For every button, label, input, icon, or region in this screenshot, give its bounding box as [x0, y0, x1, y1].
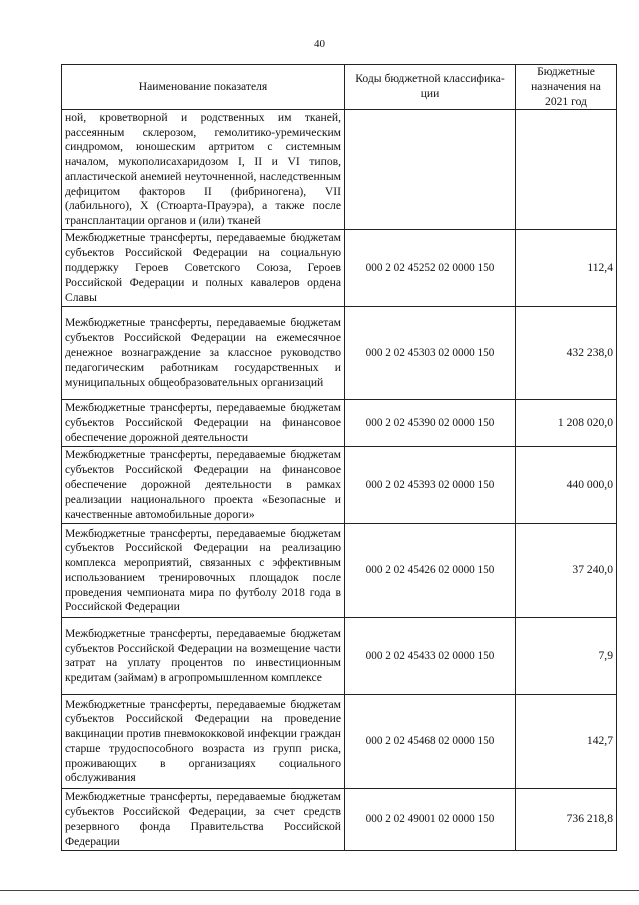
row-name: Межбюджетные трансферты, передаваемые бюджетам субъектов Российской Федерации на финансовое обеспечение дорожной деятельности в рамках реализации национального проекта «Безопасные и качественные автомобильные дороги»: [62, 447, 345, 524]
table-row: [62, 524, 617, 618]
header-code: Коды бюджетной классифика-ции: [345, 65, 516, 110]
row-code: 000 2 02 45393 02 0000 150: [345, 447, 516, 524]
row-amount: 7,9: [516, 618, 617, 695]
row-amount: 112,4: [516, 230, 617, 307]
row-code: 000 2 02 45426 02 0000 150: [345, 524, 516, 618]
table-row: [62, 307, 617, 400]
row-code: [345, 110, 516, 230]
row-amount: 1 208 020,0: [516, 400, 617, 447]
table-row: [62, 400, 617, 447]
table-row: [62, 110, 617, 230]
table-header-row: [62, 65, 617, 110]
row-name: Межбюджетные трансферты, передаваемые бюджетам субъектов Российской Федерации на ежемесячное денежное вознаграждение за классное руководство педагогическим работникам государственных и муниципальных общеобразовательных организаций: [62, 307, 345, 400]
table-row: [62, 230, 617, 307]
row-amount: 142,7: [516, 695, 617, 789]
row-name: Межбюджетные трансферты, передаваемые бюджетам субъектов Российской Федерации на реализацию комплекса мероприятий, связанных с эффективным использованием тренировочных площадок после проведения чемпионата мира по футболу 2018 года в Российской Федерации: [62, 524, 345, 618]
row-name: Межбюджетные трансферты, передаваемые бюджетам субъектов Российской Федерации на проведение вакцинации против пневмококковой инфекции граждан старше трудоспособного возраста из групп риска, проживающих в организациях социального обслуживания: [62, 695, 345, 789]
row-code: 000 2 02 45468 02 0000 150: [345, 695, 516, 789]
row-amount: 440 000,0: [516, 447, 617, 524]
row-code: 000 2 02 45252 02 0000 150: [345, 230, 516, 307]
row-amount: [516, 110, 617, 230]
row-amount: 37 240,0: [516, 524, 617, 618]
row-name: Межбюджетные трансферты, передаваемые бюджетам субъектов Российской Федерации на финансовое обеспечение дорожной деятельности: [62, 400, 345, 447]
page-bottom-rule: [0, 890, 639, 891]
row-code: 000 2 02 45433 02 0000 150: [345, 618, 516, 695]
page-number: 40: [314, 38, 325, 50]
row-amount: 432 238,0: [516, 307, 617, 400]
row-code: 000 2 02 49001 02 0000 150: [345, 789, 516, 851]
row-amount: 736 218,8: [516, 789, 617, 851]
row-name: Межбюджетные трансферты, передаваемые бюджетам субъектов Российской Федерации на социальную поддержку Героев Советского Союза, Героев Российской Федерации и полных кавалеров ордена Славы: [62, 230, 345, 307]
row-name: Межбюджетные трансферты, передаваемые бюджетам субъектов Российской Федерации на возмещение части затрат на уплату процентов по инвестиционным кредитам (займам) в агропромышленном комплексе: [62, 618, 345, 695]
row-name: Межбюджетные трансферты, передаваемые бюджетам субъектов Российской Федерации, за счет средств резервного фонда Правительства Российской Федерации: [62, 789, 345, 851]
row-code: 000 2 02 45303 02 0000 150: [345, 307, 516, 400]
table-row: [62, 789, 617, 851]
table-row: [62, 618, 617, 695]
row-code: 000 2 02 45390 02 0000 150: [345, 400, 516, 447]
budget-table: [61, 64, 617, 851]
header-name: Наименование показателя: [62, 65, 345, 110]
row-name: ной, кроветворной и родственных им тканей, рассеянным склерозом, гемолитико-уремическим синдромом, юношеским артритом с системным началом, мукополисахаридозом I, II и VI типов, апластической анемией неуточненной, наследственным дефицитом факторов II (фибриногена), VII (лабильного), X (Стюарта-Прауэра), а также после трансплантации органов и (или) тканей: [62, 110, 345, 230]
header-amount: Бюджетные назначения на 2021 год: [516, 65, 617, 110]
table-row: [62, 447, 617, 524]
table-row: [62, 695, 617, 789]
